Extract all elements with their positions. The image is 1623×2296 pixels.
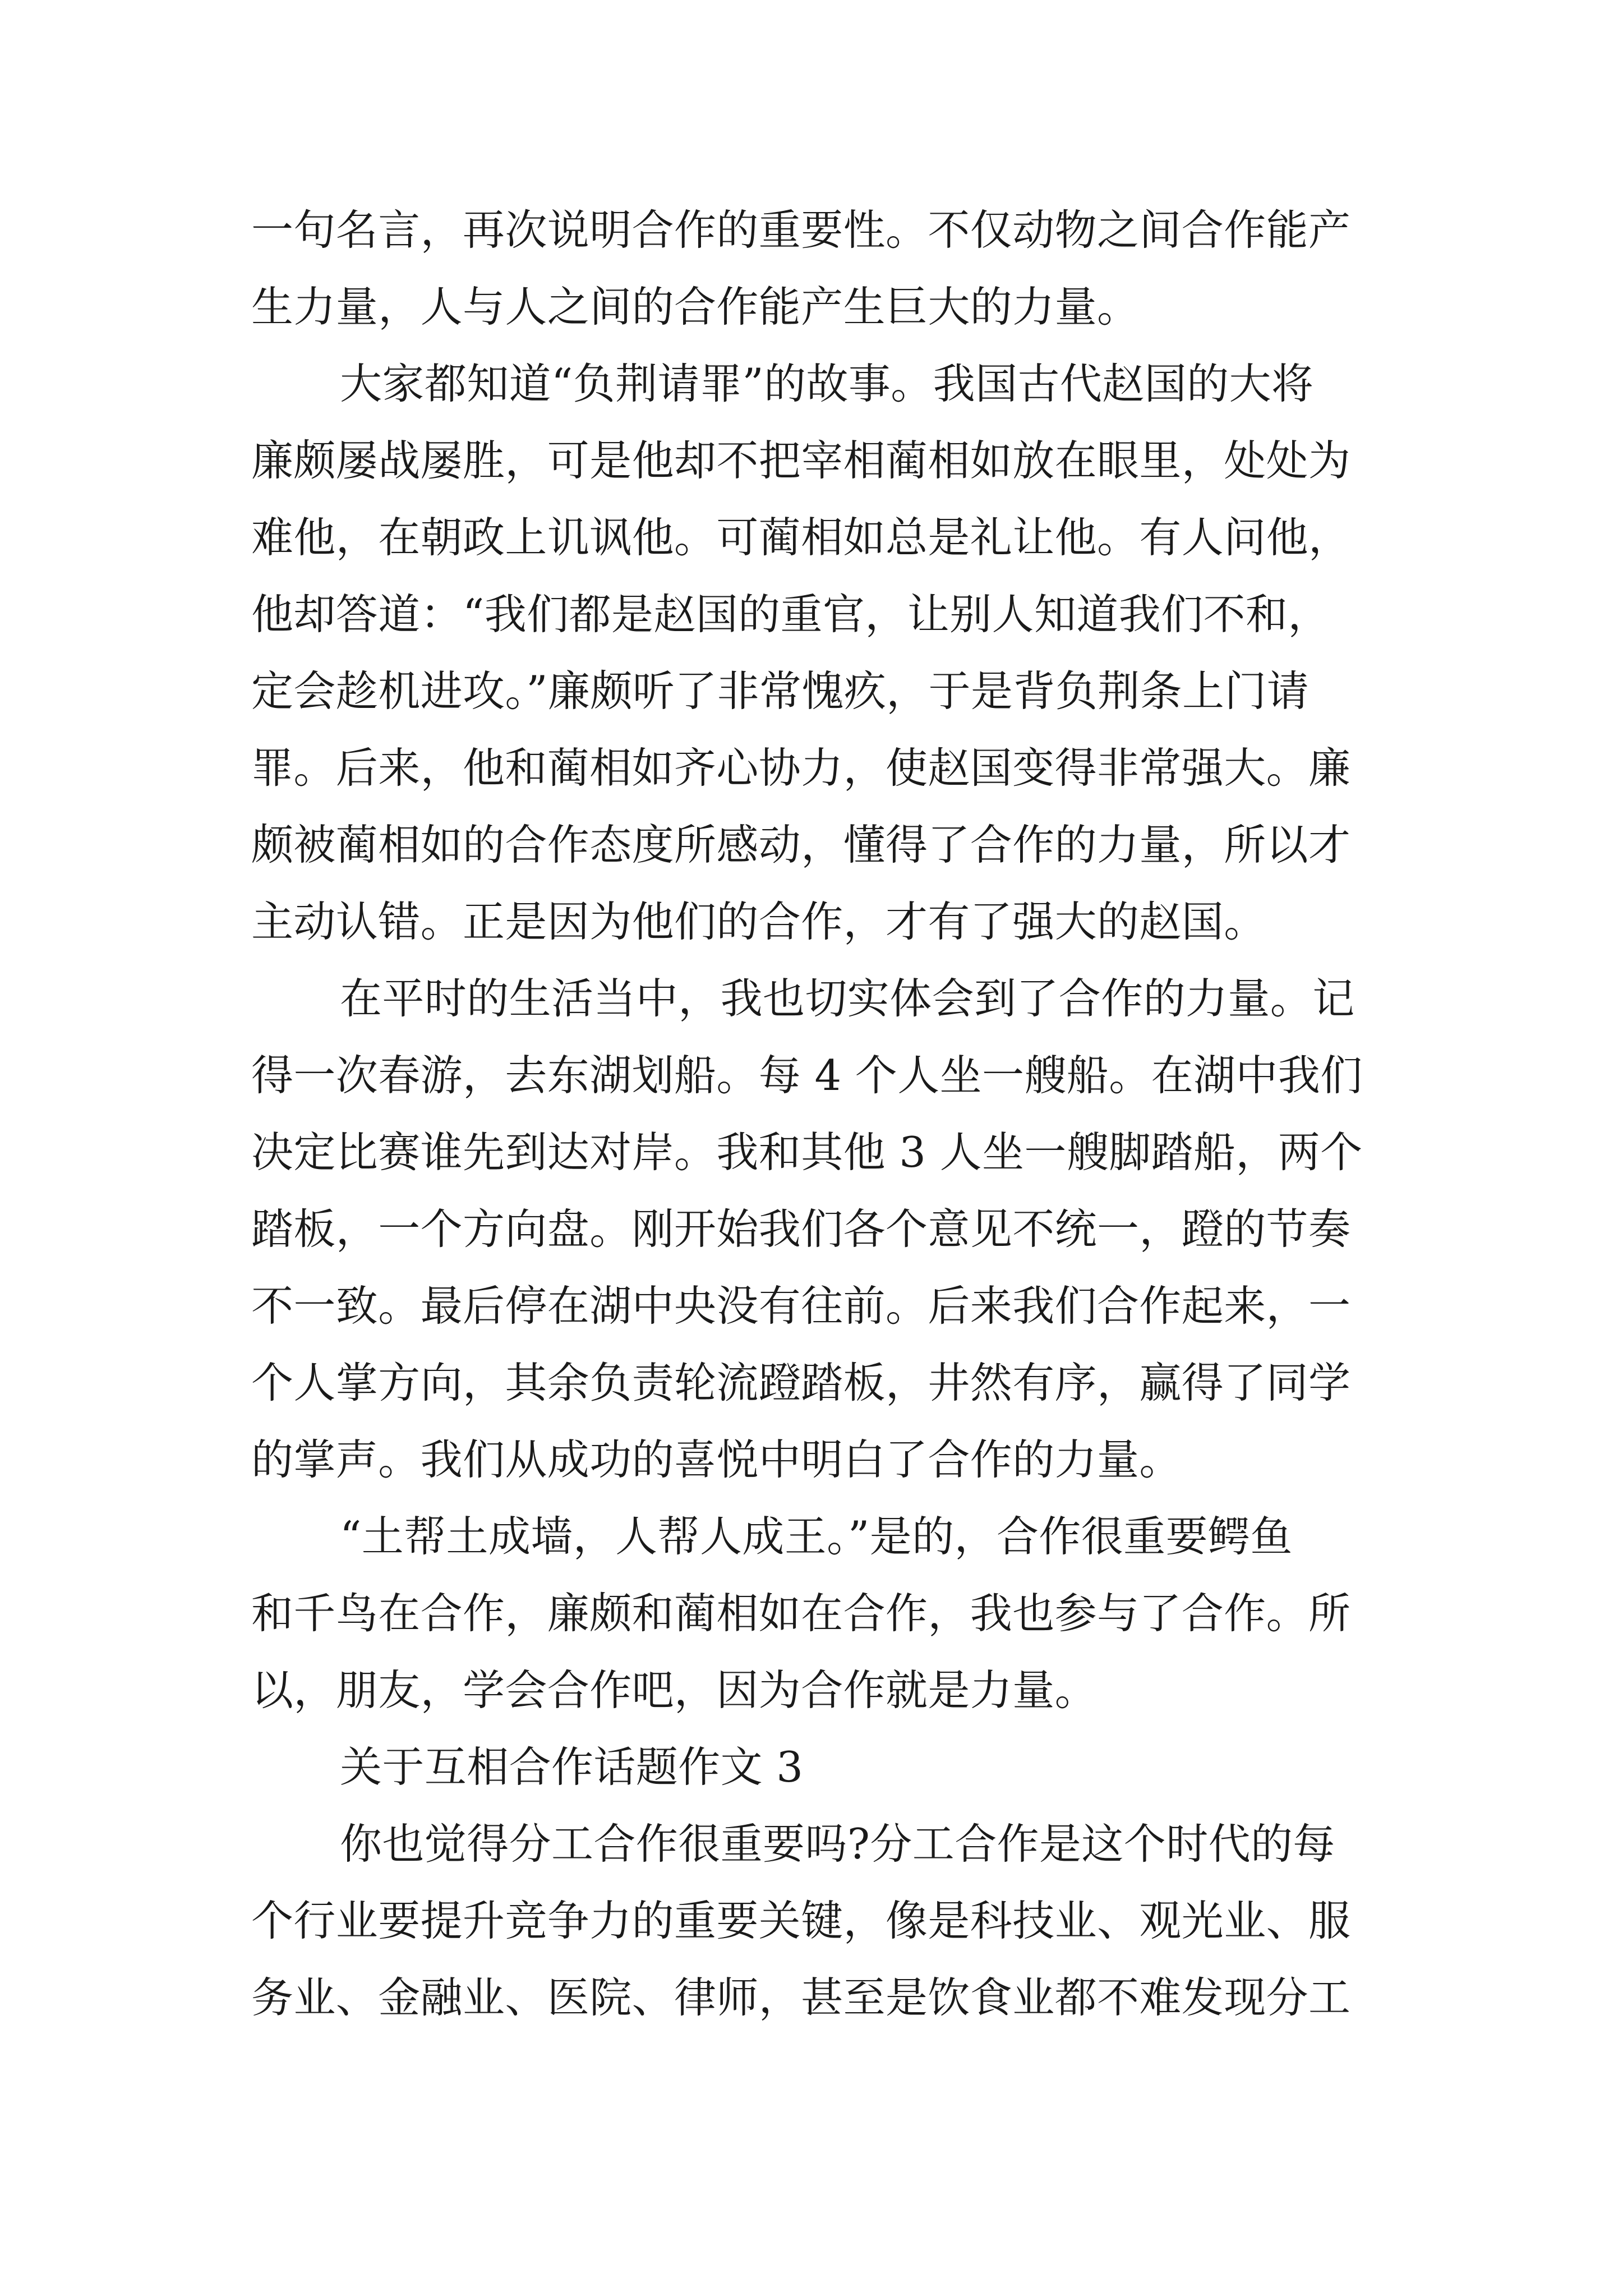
- paragraph-start-line: 大家都知道“负荆请罪”的故事。我国古代赵国的大将: [340, 359, 1314, 408]
- text-line: 决定比赛谁先到达对岸。我和其他 3 人坐一艘脚踏船，两个: [251, 1128, 1363, 1177]
- text-line: 难他，在朝政上讥讽他。可蔺相如总是礼让他。有人问他，: [251, 513, 1351, 562]
- text-line: 个人掌方向，其余负责轮流蹬踏板，井然有序，赢得了同学: [251, 1358, 1351, 1407]
- text-line: 主动认错。正是因为他们的合作，才有了强大的赵国。: [251, 897, 1266, 946]
- text-line: 颇被蔺相如的合作态度所感动，懂得了合作的力量，所以才: [251, 820, 1351, 869]
- text-line: 他却答道：“我们都是赵国的重官，让别人知道我们不和，: [251, 590, 1330, 639]
- text-line: 得一次春游，去东湖划船。每 4 个人坐一艘船。在湖中我们: [251, 1051, 1363, 1100]
- paragraph-start-line: 在平时的生活当中，我也切实体会到了合作的力量。记: [340, 974, 1355, 1023]
- text-line: 以，朋友，学会合作吧，因为合作就是力量。: [251, 1665, 1098, 1715]
- section-heading: 关于互相合作话题作文 3: [340, 1742, 804, 1792]
- text-line: 生力量，人与人之间的合作能产生巨大的力量。: [251, 282, 1140, 332]
- text-line: 定会趁机进攻。”廉颇听了非常愧疚，于是背负荆条上门请: [251, 666, 1310, 716]
- text-line: 和千鸟在合作，廉颇和蔺相如在合作，我也参与了合作。所: [251, 1589, 1351, 1638]
- text-line: 一句名言，再次说明合作的重要性。不仅动物之间合作能产: [251, 205, 1351, 255]
- text-line: 务业、金融业、医院、律师，甚至是饮食业都不难发现分工: [251, 1973, 1351, 2022]
- document-body: [251, 192, 1407, 2036]
- text-line: 个行业要提升竞争力的重要关键，像是科技业、观光业、服: [251, 1896, 1351, 1945]
- text-line: 罪。后来，他和蔺相如齐心协力，使赵国变得非常强大。廉: [251, 743, 1351, 793]
- text-line: 的掌声。我们从成功的喜悦中明白了合作的力量。: [251, 1435, 1182, 1484]
- text-line: 踏板，一个方向盘。刚开始我们各个意见不统一，蹬的节奏: [251, 1204, 1351, 1254]
- text-line: 廉颇屡战屡胜，可是他却不把宰相蔺相如放在眼里，处处为: [251, 436, 1351, 485]
- text-line: 不一致。最后停在湖中央没有往前。后来我们合作起来，一: [251, 1281, 1351, 1331]
- paragraph-start-line: “土帮土成墙，人帮人成王。”是的，合作很重要鳄鱼: [340, 1512, 1293, 1561]
- paragraph-start-line: 你也觉得分工合作很重要吗?分工合作是这个时代的每: [340, 1819, 1335, 1869]
